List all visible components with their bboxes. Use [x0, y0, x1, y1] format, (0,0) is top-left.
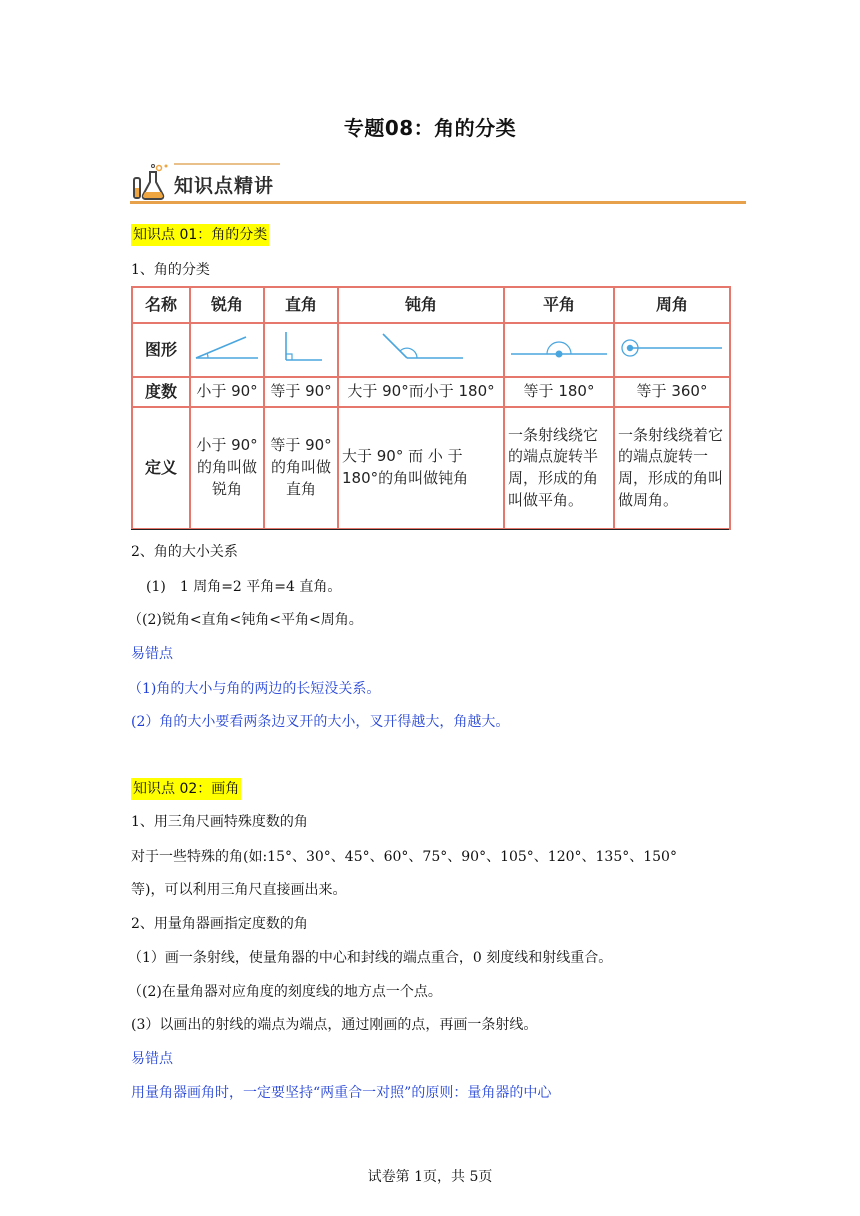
row-label-definition: 定义: [132, 407, 190, 529]
acute-angle-figure: [194, 332, 260, 362]
page-title: 专题08：角的分类: [343, 116, 517, 140]
step-1: （1）画一条射线，使量角器的中心和封线的端点重合，0 刻度线和射线重合。: [128, 950, 613, 966]
step-2: （(2)在量角器对应角度的刻度线的地方点一个点。: [128, 984, 442, 1000]
figure-right: [264, 323, 338, 377]
row-label-name: 名称: [132, 287, 190, 323]
table-bottom-rule: [131, 529, 729, 530]
straight-angle-figure: [509, 332, 609, 362]
mistake-label: 易错点: [131, 646, 173, 662]
table-row: [132, 287, 730, 323]
figure-straight: [504, 323, 614, 377]
step-3: (3）以画出的射线的端点为端点，通过刚画的点，再画一条射线。: [131, 1017, 538, 1033]
section-banner: [130, 162, 746, 204]
paragraph-special-angles-line2: 等)，可以利用三角尺直接画出来。: [131, 882, 347, 898]
obtuse-angle-figure: [373, 330, 469, 364]
degree-right: 等于 90°: [264, 377, 338, 407]
row-label-degree: 度数: [132, 377, 190, 407]
degree-acute: 小于 90°: [190, 377, 264, 407]
figure-obtuse: [338, 323, 504, 377]
definition-straight: 一条射线绕它的端点旋转半周，形成的角叫做平角。: [504, 407, 614, 529]
figure-acute: [190, 323, 264, 377]
subheading-angle-classification: 1、角的分类: [131, 262, 210, 278]
name-right: 直角: [264, 287, 338, 323]
angle-classification-table: [131, 286, 731, 530]
figure-full: [614, 323, 730, 377]
table-row: [132, 407, 730, 529]
banner-rule: [130, 201, 746, 204]
subheading-angle-relation: 2、角的大小关系: [131, 544, 238, 560]
subheading-triangle-ruler: 1、用三角尺画特殊度数的角: [131, 814, 308, 830]
full-angle-figure: [620, 332, 724, 362]
definition-right: 等于 90°的角叫做直角: [264, 407, 338, 529]
name-obtuse: 钝角: [338, 287, 504, 323]
relation-2: （(2)锐角<直角<钝角<平角<周角。: [128, 612, 363, 628]
section-heading-1: 知识点 01：角的分类: [131, 224, 269, 244]
banner-title: 知识点精讲: [174, 175, 275, 197]
paragraph-special-angles-line1: 对于一些特殊的角(如:15°、30°、45°、60°、75°、90°、105°、120°、135°、150°: [131, 849, 677, 865]
definition-acute: 小于 90°的角叫做锐角: [190, 407, 264, 529]
flask-icon: [130, 162, 172, 202]
name-straight: 平角: [504, 287, 614, 323]
degree-full: 等于 360°: [614, 377, 730, 407]
row-label-figure: 图形: [132, 323, 190, 377]
section-heading-2: 知识点 02：画角: [131, 778, 241, 798]
mistake-2: (2）角的大小要看两条边叉开的大小，叉开得越大，角越大。: [131, 714, 510, 730]
subheading-protractor: 2、用量角器画指定度数的角: [131, 916, 308, 932]
table-row: [132, 323, 730, 377]
mistake-label-2: 易错点: [131, 1051, 173, 1067]
definition-obtuse: 大于 90° 而 小 于 180°的角叫做钝角: [338, 407, 504, 529]
name-acute: 锐角: [190, 287, 264, 323]
relation-1: (1) 1 周角=2 平角=4 直角。: [146, 579, 342, 595]
degree-straight: 等于 180°: [504, 377, 614, 407]
right-angle-figure: [276, 330, 326, 364]
mistake-protractor: 用量角器画角时，一定要坚持“两重合一对照”的原则：量角器的中心: [131, 1085, 552, 1101]
mistake-1: （1)角的大小与角的两边的长短没关系。: [128, 681, 381, 697]
degree-obtuse: 大于 90°而小于 180°: [338, 377, 504, 407]
name-full: 周角: [614, 287, 730, 323]
definition-full: 一条射线绕着它的端点旋转一周，形成的角叫做周角。: [614, 407, 730, 529]
table-row: [132, 377, 730, 407]
page-footer: 试卷第 1页，共 5页: [367, 1169, 493, 1185]
